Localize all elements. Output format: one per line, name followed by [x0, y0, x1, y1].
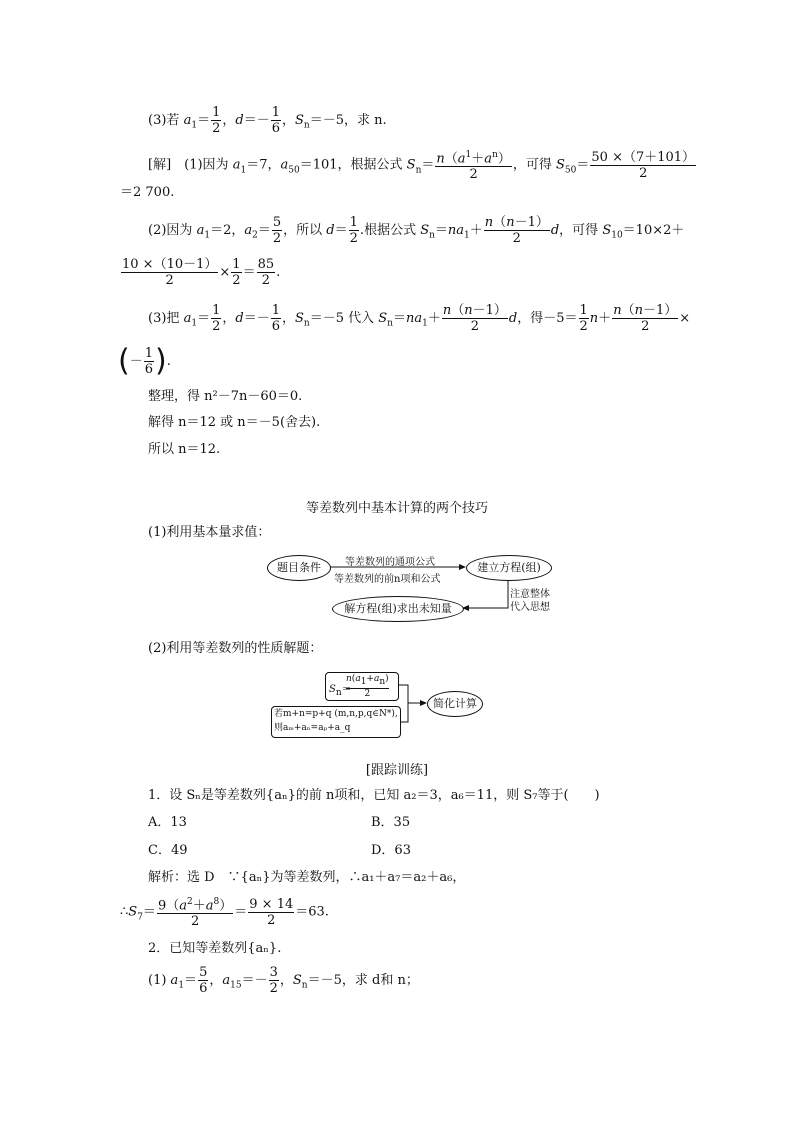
question-2: 2．已知等差数列{aₙ}.	[148, 941, 282, 956]
section-title: 等差数列中基本计算的两个技巧	[305, 501, 488, 516]
note-line-1: 注意整体	[510, 589, 550, 600]
answer-1-line-1: 解析：选 D ∵{aₙ}为等差数列，∴a₁＋a₇＝a₂＋a₆，	[148, 870, 466, 885]
practice-title: [跟踪训练]	[365, 763, 429, 778]
step-line: 整理，得 n²－7n－60＝0.	[148, 389, 303, 404]
tip-1: (1)利用基本量求值：	[148, 525, 271, 540]
question-1: 1．设 Sₙ是等差数列{aₙ}的前 n项和，已知 a₂＝3，a₆＝11，则 S₇等于( )	[148, 788, 600, 803]
solution-part-2: (2)因为 $a_1=2$，$a_2=$ $\frac{5}{2}$ ，所以 d＝ $\frac{1}{2}$ .根据公式 $S_n=na_1+$ $\frac{n(n-1)}{2}$ d，可得 $S_{10}=10\times 2+$	[148, 215, 685, 246]
problem-3-statement: (3)若 $a_1=$ $\frac{1}{2}$ ，d＝－ $\frac{1}{6}$ ，$S_n=-5$，求 n.	[148, 105, 387, 136]
step-line: 所以 n＝12.	[148, 442, 221, 457]
arrow-label-top: 等差数列的通项公式	[345, 557, 435, 568]
diagram-node-solve: 解方程(组)求出未知量	[332, 596, 464, 622]
question-2-part-1: (1) $a_1=$ $\frac{5}{6}$ ，$a_{15}=-$ $\frac{3}{2}$ ，$S_n=-5$，求 d和 n；	[148, 965, 419, 996]
solution-part-1-result: ＝2 700.	[120, 185, 175, 200]
tip-2: (2)利用等差数列的性质解题：	[148, 641, 323, 656]
step-line: 解得 n＝12 或 n＝－5(舍去).	[148, 415, 321, 430]
option-a: A．13	[148, 815, 187, 830]
option-b: B．35	[371, 815, 411, 830]
solution-part-1: [解] (1)因为 $a_1=7$，$a_{50}=101$，根据公式 $S_n=$ $\frac{n(a^1+a^n)}{2}$ ，可得 $S_{50}=$ $\frac{50 \times(7+101)}{2}$	[148, 149, 696, 183]
solution-part-2-cont: $\frac{10 \times(10-1)}{2}$ × $\frac{1}{2}$ ＝ $\frac{85}{2}$ .	[122, 257, 281, 288]
option-c: C．49	[148, 843, 188, 858]
sum-formula-box: $S_n=$ $n(a_1+a_n)$ 2	[325, 672, 399, 701]
option-d: D．63	[371, 843, 411, 858]
diagram-node-condition: 题目条件	[267, 555, 331, 581]
arrow-label-bottom: 等差数列的前n项和公式	[334, 574, 441, 585]
note-line-2: 代入思想	[510, 602, 550, 613]
solution-part-3-cont: (－ $\frac{1}{6}$ ).	[118, 343, 171, 379]
property-box: 若m+n=p+q (m,n,p,q∈N*), 则aₘ+aₙ=aₚ+a_q	[271, 706, 401, 738]
answer-1-line-2: $\therefore S_7=$ $\frac{9(a^2+a^8)}{2}$ ＝ $\frac{9 \times 14}{2}$ ＝63.	[120, 896, 329, 930]
solution-part-3: (3)把 $a_1=$ $\frac{1}{2}$ ，d＝－ $\frac{1}{6}$ ，$S_n=-5$ 代入 $S_n=na_1+$ $\frac{n(n-1)}{2}$ d，得－5＝ $\frac{1}{2}$ n＋ $\frac{n(n-1)}{2}$ ×	[148, 303, 691, 334]
simplify-node: 简化计算	[427, 691, 483, 717]
diagram-node-build: 建立方程(组)	[466, 555, 552, 581]
